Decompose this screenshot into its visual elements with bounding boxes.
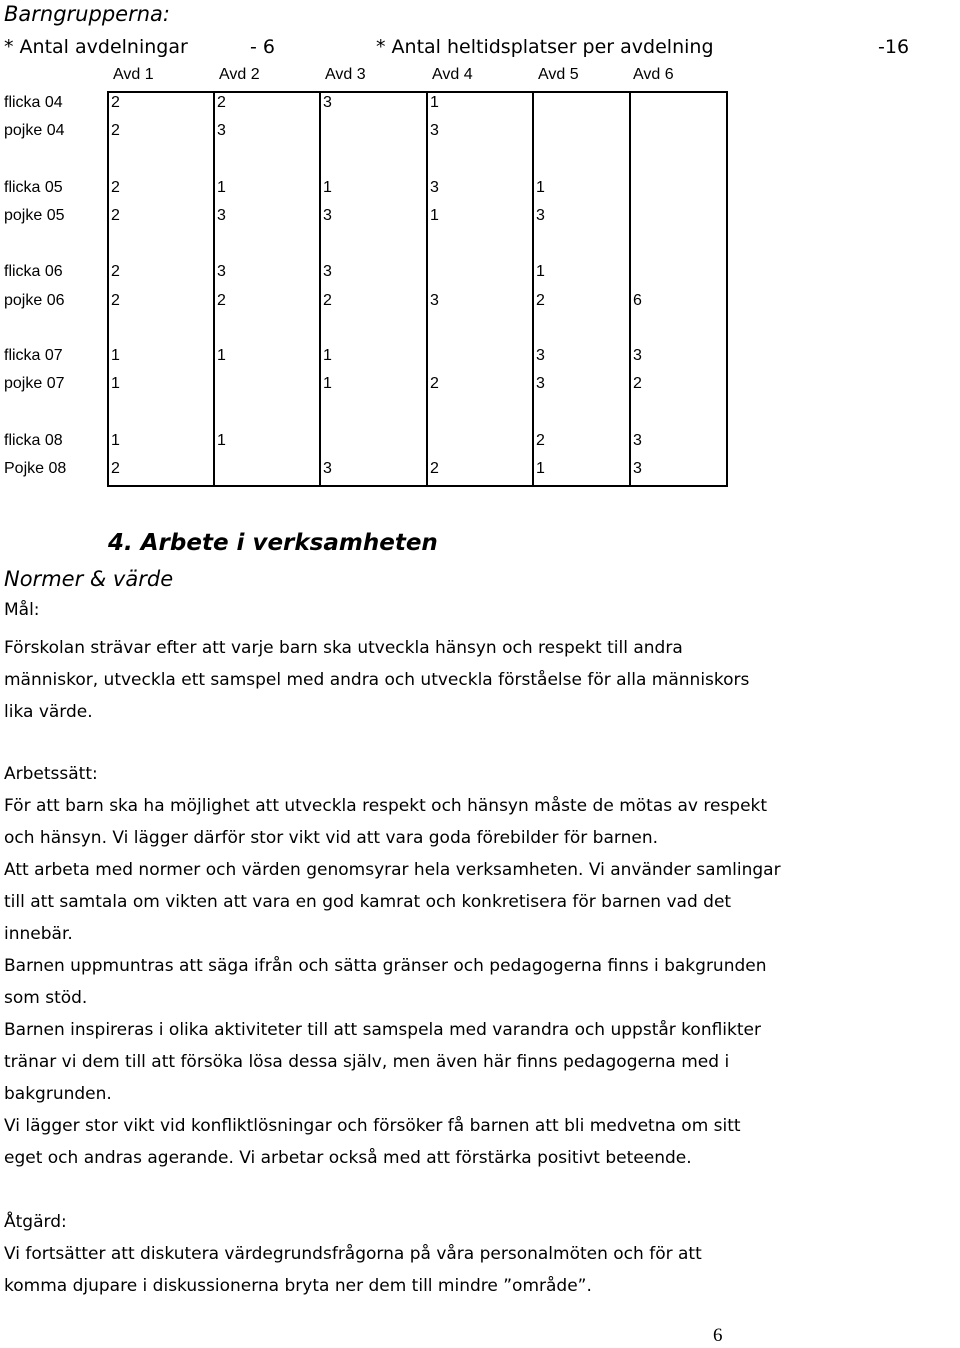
table-cell: 3 [217,207,226,224]
table-cell: 3 [633,432,642,449]
children-table [0,0,960,500]
table-cell: 3 [633,460,642,477]
arbetssatt-line: Barnen uppmuntras att säga ifrån och sätta gränser och pedagogerna finns i bakgrunden [4,956,767,976]
table-cell: 1 [217,432,226,449]
table-cell: 3 [536,207,545,224]
table-cell: 3 [633,347,642,364]
table-column-divider [426,92,428,486]
table-row-label: flicka 06 [4,263,63,280]
table-column-divider [629,92,631,486]
atgard-label: Åtgärd: [4,1212,67,1232]
arbetssatt-line: till att samtala om vikten att vara en god kamrat och konkretisera för barnen vad det [4,892,732,912]
mal-line: människor, utveckla ett samspel med andra och utveckla förståelse för alla människors [4,670,750,690]
table-cell: 2 [111,292,120,309]
table-cell: 1 [111,375,120,392]
table-row-label: flicka 08 [4,432,63,449]
arbetssatt-line: innebär. [4,924,73,944]
table-cell: 1 [217,347,226,364]
table-cell: 1 [536,263,545,280]
table-cell: 3 [536,375,545,392]
table-cell: 1 [323,347,332,364]
table-cell: 3 [430,122,439,139]
table-column-divider [532,92,534,486]
table-row-label: pojke 06 [4,292,65,309]
page-heading: Barngrupperna: [4,2,170,26]
table-cell: 1 [323,179,332,196]
table-cell: 2 [111,122,120,139]
table-cell: 1 [111,432,120,449]
table-column-divider [319,92,321,486]
table-cell: 3 [323,460,332,477]
arbetssatt-line: som stöd. [4,988,88,1008]
summary-avdelningar-label: * Antal avdelningar [4,36,188,58]
table-cell: 2 [111,263,120,280]
table-cell: 2 [111,460,120,477]
table-header-avd-6: Avd 6 [633,66,674,83]
mal-paragraph [4,632,749,728]
table-cell: 3 [430,179,439,196]
table-cell: 2 [111,207,120,224]
arbetssatt-line: För att barn ska ha möjlighet att utveckla respekt och hänsyn måste de mötas av respekt [4,796,768,816]
table-header-avd-5: Avd 5 [538,66,579,83]
arbetssatt-label: Arbetssätt: [4,764,98,784]
table-cell: 1 [323,375,332,392]
table-cell: 2 [536,432,545,449]
table-row-label: flicka 05 [4,179,63,196]
table-cell: 6 [633,292,642,309]
table-top-border [107,91,728,93]
arbetssatt-line: och hänsyn. Vi lägger därför stor vikt vid att vara goda förebilder för barnen. [4,828,658,848]
table-row-label: pojke 07 [4,375,65,392]
table-cell: 1 [430,94,439,111]
table-cell: 3 [430,292,439,309]
arbetssatt-line: eget och andras agerande. Vi arbetar också med att förstärka positivt beteende. [4,1148,692,1168]
table-cell: 2 [217,292,226,309]
table-column-divider [213,92,215,486]
table-row-label: Pojke 08 [4,460,67,477]
table-cell: 1 [536,460,545,477]
table-header-avd-4: Avd 4 [432,66,473,83]
subheading-normer: Normer & värde [4,567,174,591]
summary-avdelningar-value: - 6 [250,36,275,58]
table-cell: 2 [217,94,226,111]
summary-heltidsplatser-value: -16 [878,36,910,58]
arbetssatt-line: bakgrunden. [4,1084,112,1104]
table-header-avd-1: Avd 1 [113,66,154,83]
arbetssatt-line: Att arbeta med normer och värden genomsyrar hela verksamheten. Vi använder samlingar [4,860,781,880]
table-cell: 1 [217,179,226,196]
table-cell: 3 [217,263,226,280]
summary-heltidsplatser-label: * Antal heltidsplatser per avdelning [376,36,714,58]
table-cell: 1 [111,347,120,364]
table-cell: 2 [633,375,642,392]
table-row-label: pojke 04 [4,122,65,139]
table-cell: 3 [323,263,332,280]
table-row-label: flicka 07 [4,347,63,364]
arbetssatt-line: Barnen inspireras i olika aktiviteter till att samspela med varandra och uppstår konflikter [4,1020,761,1040]
table-cell: 1 [430,207,439,224]
atgard-line: komma djupare i diskussionerna bryta ner dem till mindre ”område”. [4,1276,592,1296]
table-header-avd-2: Avd 2 [219,66,260,83]
mal-line: Förskolan strävar efter att varje barn ska utveckla hänsyn och respekt till andra [4,638,683,658]
table-bottom-border [107,485,728,487]
table-cell: 1 [536,179,545,196]
atgard-paragraph [4,1238,702,1302]
table-cell: 2 [111,94,120,111]
table-cell: 2 [430,460,439,477]
arbetssatt-line: tränar vi dem till att försöka lösa dessa själv, men även här finns pedagogerna med i [4,1052,730,1072]
page-number: 6 [713,1325,723,1346]
table-cell: 2 [430,375,439,392]
table-row-label: flicka 04 [4,94,63,111]
section-title: 4. Arbete i verksamheten [108,530,438,556]
atgard-line: Vi fortsätter att diskutera värdegrundsfrågorna på våra personalmöten och för att [4,1244,702,1264]
table-cell: 3 [323,94,332,111]
table-column-divider [726,92,728,486]
arbetssatt-paragraph [4,790,781,1174]
table-cell: 2 [111,179,120,196]
table-cell: 3 [217,122,226,139]
table-cell: 2 [323,292,332,309]
mal-label: Mål: [4,600,40,620]
table-row-label: pojke 05 [4,207,65,224]
arbetssatt-line: Vi lägger stor vikt vid konfliktlösningar och försöker få barnen att bli medvetna om sitt [4,1116,741,1136]
mal-line: lika värde. [4,702,93,722]
table-header-avd-3: Avd 3 [325,66,366,83]
table-cell: 2 [536,292,545,309]
table-cell: 3 [536,347,545,364]
table-column-divider [107,92,109,486]
table-cell: 3 [323,207,332,224]
